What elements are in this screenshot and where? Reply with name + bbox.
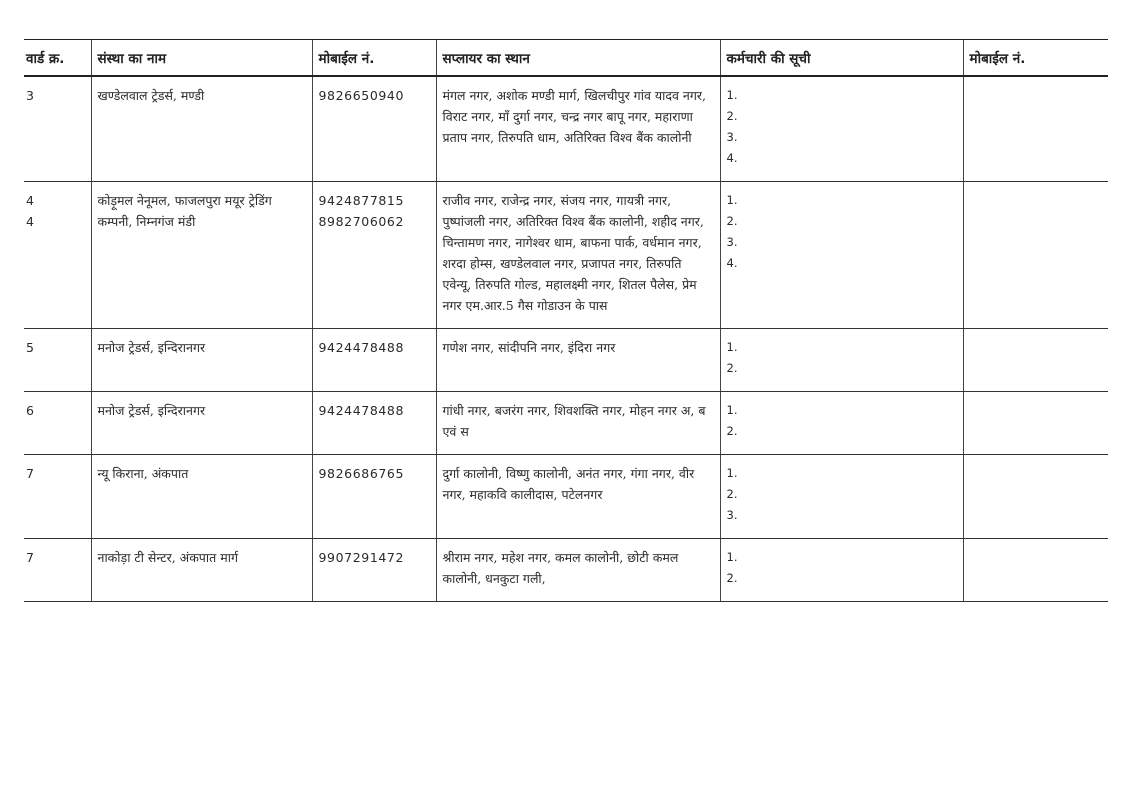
staff-slot: 4. — [726, 151, 738, 165]
ward-number: 7 — [26, 550, 34, 565]
header-staff-mobile: मोबाईल नं. — [963, 40, 1108, 77]
ward-cell — [24, 455, 91, 539]
mobile-number: 9424478488 — [318, 403, 405, 418]
header-mobile: मोबाईल नं. — [312, 40, 436, 77]
org-name-cell: न्यू किराना, अंकपात — [91, 455, 312, 539]
ward-cell — [24, 539, 91, 602]
location-cell: राजीव नगर, राजेन्द्र नगर, संजय नगर, गायत्री नगर, पुष्पांजली नगर, अतिरिक्त विश्व बैंक कालोनी, शहीद नगर, चिन्तामण नगर, नागेश्वर धाम, बाफना पार्क, वर्धमान नगर, शरदा होम्स, खण्डेलवाल नगर, प्रजापत नगर, तिरुपति एवेन्यू, तिरुपति गोल्ड, महालक्ष्मी नगर, शितल पैलेस, प्रेम नगर एम.आर.5 गैस गोडाउन के पास — [436, 182, 720, 329]
mobile-number: 8982706062 — [318, 214, 405, 229]
ward-cell — [24, 392, 91, 455]
location-cell: मंगल नगर, अशोक मण्डी मार्ग, खिलचीपुर गांव यादव नगर, विराट नगर, माँ दुर्गा नगर, चन्द्र नगर बापू नगर, महाराणा प्रताप नगर, तिरुपति धाम, अतिरिक्त विश्व बैंक कालोनी — [436, 76, 720, 182]
header-staff-list: कर्मचारी की सूची — [720, 40, 963, 77]
staff-slot: 1. — [726, 340, 738, 354]
table-header-row — [24, 40, 1108, 77]
staff-slot: 2. — [726, 214, 738, 228]
staff-mobile-cell — [963, 455, 1108, 539]
staff-slot: 1. — [726, 550, 738, 564]
ward-cell — [24, 76, 91, 182]
staff-mobile-cell — [963, 392, 1108, 455]
staff-slot: 1. — [726, 193, 738, 207]
staff-slot: 2. — [726, 424, 738, 438]
location-cell: गांधी नगर, बजरंग नगर, शिवशक्ति नगर, मोहन नगर अ, ब एवं स — [436, 392, 720, 455]
staff-slot: 1. — [726, 466, 738, 480]
staff-slot: 2. — [726, 109, 738, 123]
org-name-cell: मनोज ट्रेडर्स, इन्दिरानगर — [91, 329, 312, 392]
staff-mobile-cell — [963, 539, 1108, 602]
mobile-number: 9424478488 — [318, 340, 405, 355]
staff-slot: 2. — [726, 571, 738, 585]
table-row — [24, 76, 1108, 182]
mobile-cell — [312, 76, 436, 182]
header-supply-location: सप्लायर का स्थान — [436, 40, 720, 77]
mobile-cell — [312, 329, 436, 392]
table-row — [24, 182, 1108, 329]
ward-number: 4 — [26, 193, 34, 208]
ward-number: 4 — [26, 214, 34, 229]
org-name-cell: कोड़ूमल नेनूमल, फाजलपुरा मयूर ट्रेडिंग कम्पनी, निम्नगंज मंडी — [91, 182, 312, 329]
staff-slot: 3. — [726, 130, 738, 144]
table-row — [24, 455, 1108, 539]
ward-cell — [24, 329, 91, 392]
org-name-cell: नाकोड़ा टी सेन्टर, अंकपात मार्ग — [91, 539, 312, 602]
table-row — [24, 329, 1108, 392]
mobile-number: 9826650940 — [318, 88, 405, 103]
location-cell: गणेश नगर, सांदीपनि नगर, इंदिरा नगर — [436, 329, 720, 392]
location-cell: श्रीराम नगर, महेश नगर, कमल कालोनी, छोटी कमल कालोनी, धनकुटा गली, — [436, 539, 720, 602]
staff-slot: 3. — [726, 235, 738, 249]
mobile-number: 9826686765 — [318, 466, 405, 481]
mobile-cell — [312, 539, 436, 602]
mobile-number: 9907291472 — [318, 550, 405, 565]
staff-mobile-cell — [963, 76, 1108, 182]
staff-list-cell — [720, 455, 963, 539]
table-row — [24, 539, 1108, 602]
staff-list-cell — [720, 392, 963, 455]
supplier-table — [24, 39, 1108, 602]
ward-number: 7 — [26, 466, 34, 481]
mobile-cell — [312, 455, 436, 539]
ward-number: 3 — [26, 88, 34, 103]
staff-slot: 2. — [726, 487, 738, 501]
staff-list-cell — [720, 76, 963, 182]
header-org-name: संस्था का नाम — [91, 40, 312, 77]
ward-number: 5 — [26, 340, 34, 355]
location-cell: दुर्गा कालोनी, विष्णु कालोनी, अनंत नगर, गंगा नगर, वीर नगर, महाकवि कालीदास, पटेलनगर — [436, 455, 720, 539]
staff-list-cell — [720, 182, 963, 329]
org-name-cell: मनोज ट्रेडर्स, इन्दिरानगर — [91, 392, 312, 455]
staff-slot: 1. — [726, 88, 738, 102]
mobile-number: 9424877815 — [318, 193, 405, 208]
staff-slot: 4. — [726, 256, 738, 270]
ward-cell — [24, 182, 91, 329]
mobile-cell — [312, 182, 436, 329]
staff-mobile-cell — [963, 182, 1108, 329]
staff-slot: 3. — [726, 508, 738, 522]
staff-list-cell — [720, 539, 963, 602]
mobile-cell — [312, 392, 436, 455]
ward-number: 6 — [26, 403, 34, 418]
header-ward-no: वार्ड क्र. — [24, 40, 91, 77]
org-name-cell: खण्डेलवाल ट्रेडर्स, मण्डी — [91, 76, 312, 182]
staff-list-cell — [720, 329, 963, 392]
table-row — [24, 392, 1108, 455]
staff-mobile-cell — [963, 329, 1108, 392]
staff-slot: 1. — [726, 403, 738, 417]
staff-slot: 2. — [726, 361, 738, 375]
